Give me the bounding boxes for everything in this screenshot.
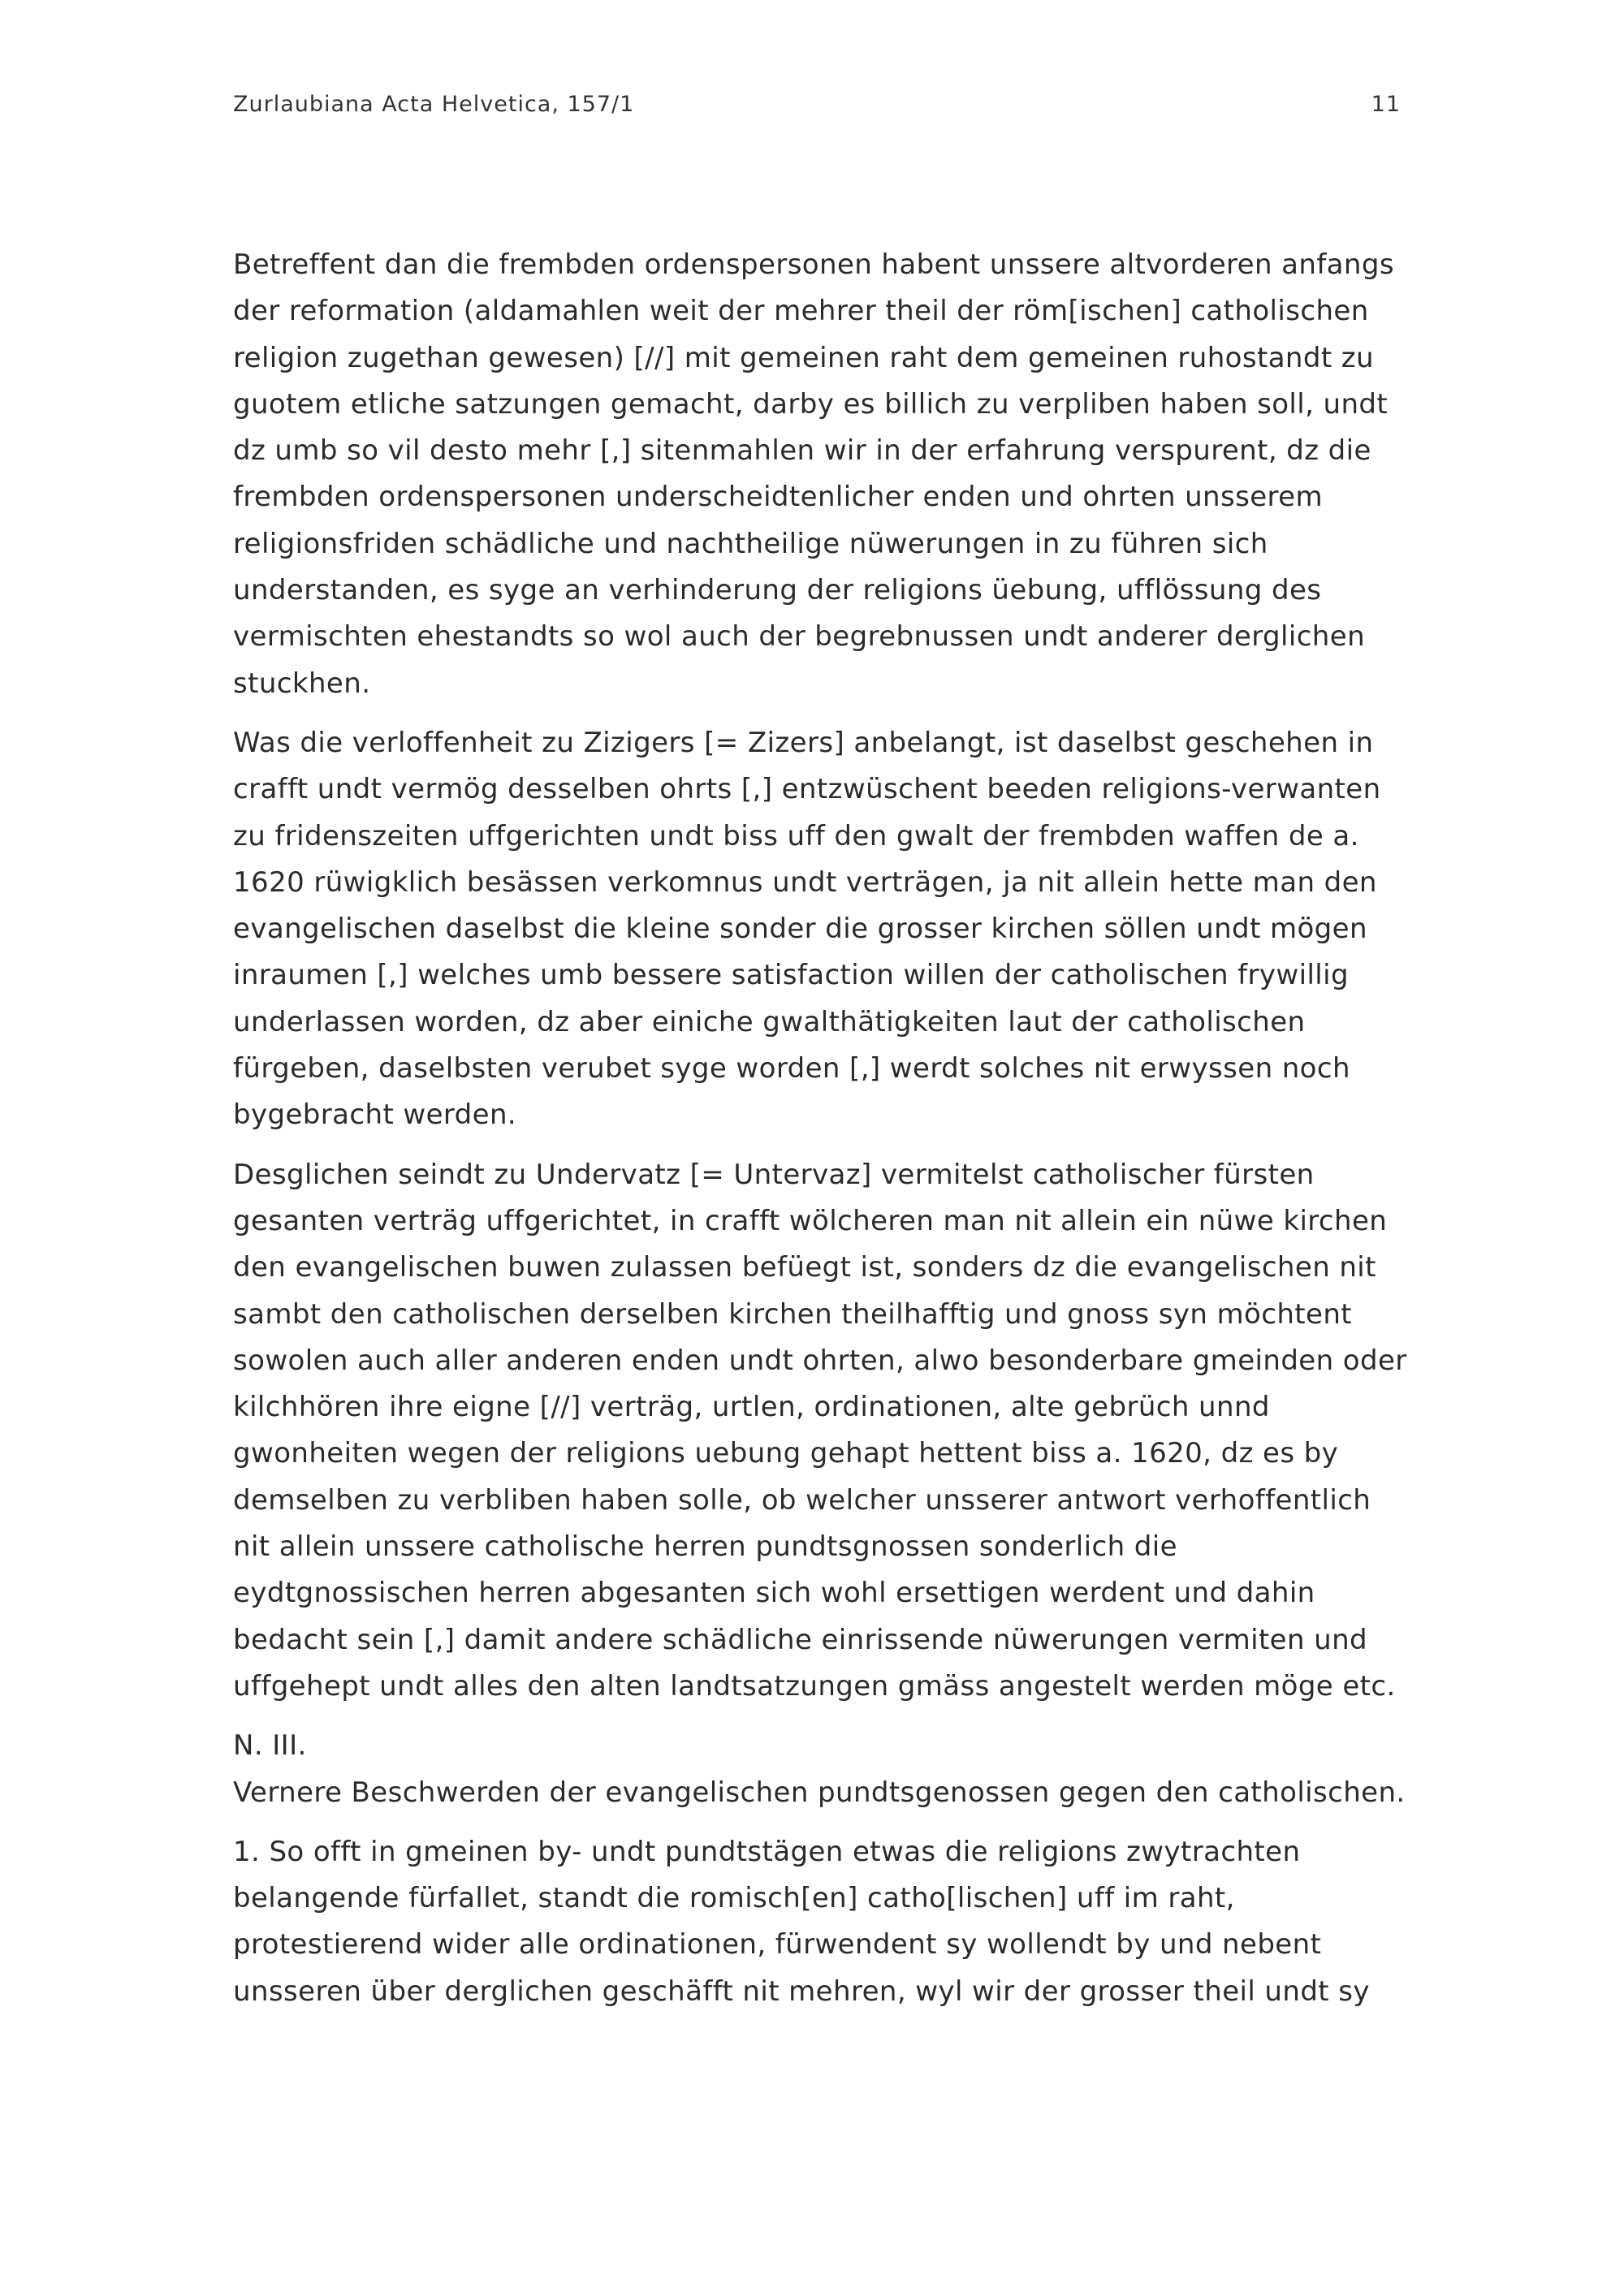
section-heading: Vernere Beschwerden der evangelischen pundtsgenossen gegen den catholischen. bbox=[233, 1776, 1406, 1809]
paragraph-zizers: Was die verloffenheit zu Zizigers [= Zizers] anbelangt, ist daselbst geschehen in crafft undt vermög desselben ohrts [,] entzwüschent beeden religions-verwanten zu fridenszeiten uffgerichten undt biss uff den gwalt der frembden waffen de a. 1620 rüwigklich besässen verkomnus undt verträgen, ja nit allein hette man den evangelischen daselbst die kleine sonder die grosser kirchen söllen undt mögen inraumen [,] welches umb bessere satisfaction willen der catholischen frywillig underlassen worden, dz aber einiche gwalthätigkeiten laut der catholischen fürgeben, daselbsten verubet syge worden [,] werdt solches nit erwyssen noch bygebracht werden. bbox=[233, 726, 1381, 1132]
source-title: Zurlaubiana Acta Helvetica, 157/1 bbox=[233, 92, 635, 117]
paragraph-untervaz: Desglichen seindt zu Undervatz [= Untervaz] vermitelst catholischer fürsten gesanten verträg uffgerichtet, in crafft wölcheren man nit allein ein nüwe kirchen den evangelischen buwen zulassen befüegt ist, sonders dz die evangelischen nit sambt den catholischen derselben kirchen theilhafftig und gnoss syn möchtent sowolen auch aller anderen enden undt ohrten, alwo besonderbare gmeinden oder kilchhören ihre eigne [//] verträg, urtlen, ordinationen, alte gebrüch unnd gwonheiten wegen der religions uebung gehapt hettent biss a. 1620, dz es by demselben zu verbliben haben solle, ob welcher unsserer antwort verhoffentlich nit allein unssere catholische herren pundtsgnossen sonderlich die eydtgnossischen herren abgesanten sich wohl ersettigen werdent und dahin bedacht sein [,] damit andere schädliche einrissende nüwerungen vermiten und uffgehept undt alles den alten landtsatzungen gmäss angestelt werden möge etc. bbox=[233, 1158, 1407, 1703]
page-header bbox=[233, 92, 1401, 124]
page-number: 11 bbox=[1371, 92, 1401, 117]
section-number: N. III. bbox=[233, 1729, 307, 1763]
paragraph-ordenspersonen: Betreffent dan die frembden ordenspersonen habent unssere altvorderen anfangs der reformation (aldamahlen weit der mehrer theil der röm[ischen] catholischen religion zugethan gewesen) [//] mit gemeinen raht dem gemeinen ruhostandt zu guotem etliche satzungen gemacht, darby es billich zu verpliben haben soll, undt dz umb so vil desto mehr [,] sitenmahlen wir in der erfahrung verspurent, dz die frembden ordenspersonen underscheidtenlicher enden und ohrten unsserem religionsfriden schädliche und nachtheilige nüwerungen in zu führen sich understanden, es syge an verhinderung der religions üebung, ufflössung des vermischten ehestandts so wol auch der begrebnussen undt anderer derglichen stuckhen. bbox=[233, 248, 1394, 700]
paragraph-item-1: 1. So offt in gmeinen by- undt pundtstägen etwas die religions zwytrachten belangende fürfallet, standt die romisch[en] catho[lischen] uff im raht, protestierend wider alle ordinationen, fürwendent sy wollendt by und nebent unsseren über derglichen geschäfft nit mehren, wyl wir der grosser theil undt sy bbox=[233, 1835, 1370, 2008]
document-body bbox=[233, 242, 1410, 2028]
